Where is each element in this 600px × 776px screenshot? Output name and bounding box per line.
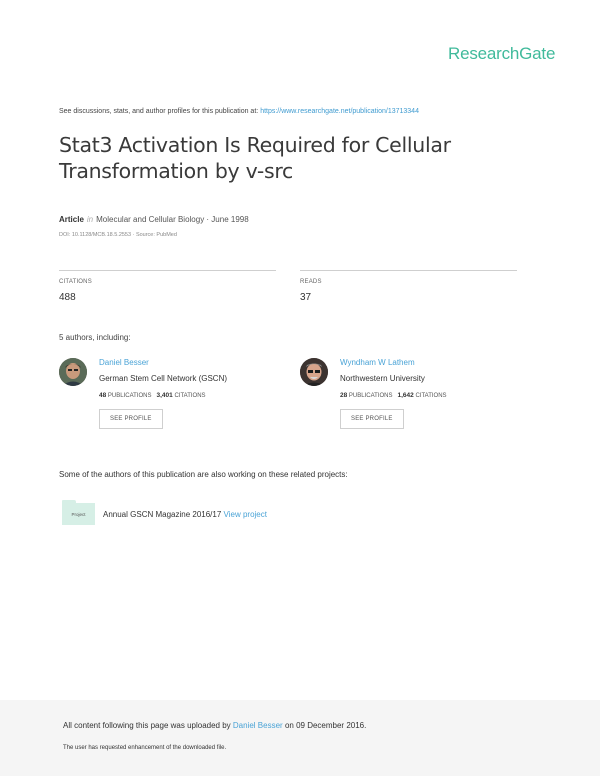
upload-note bbox=[63, 721, 366, 730]
author-institution: German Stem Cell Network (GSCN) bbox=[99, 374, 228, 383]
author-card bbox=[300, 358, 520, 438]
paper-title bbox=[59, 132, 539, 184]
see-profile-button[interactable]: SEE PROFILE bbox=[340, 409, 404, 429]
footer-panel bbox=[0, 700, 600, 776]
article-in: in bbox=[86, 215, 94, 224]
publication-link[interactable]: https://www.researchgate.net/publication/13713344 bbox=[260, 108, 419, 115]
publications-count: 28 bbox=[340, 392, 348, 399]
avatar[interactable] bbox=[300, 358, 328, 386]
author-stats bbox=[99, 392, 206, 399]
article-type: Article bbox=[59, 215, 84, 224]
publications-label: PUBLICATIONS bbox=[348, 393, 393, 399]
project-name: Annual GSCN Magazine 2016/17 bbox=[103, 510, 222, 519]
author-card bbox=[59, 358, 279, 438]
citations-label: CITATIONS bbox=[415, 393, 447, 399]
folder-label: Project bbox=[62, 503, 95, 525]
author-stats bbox=[340, 392, 447, 399]
publications-label: PUBLICATIONS bbox=[107, 393, 152, 399]
see-profile-button[interactable]: SEE PROFILE bbox=[99, 409, 163, 429]
citations-count: 3,401 bbox=[156, 392, 173, 399]
project-entry bbox=[103, 510, 267, 519]
citations-label: CITATIONS bbox=[174, 393, 206, 399]
related-projects-heading: Some of the authors of this publication are also working on these related projects: bbox=[59, 470, 348, 479]
uploader-link[interactable]: Daniel Besser bbox=[232, 721, 283, 730]
doi-source: DOI: 10.1128/MCB.18.5.2553 · Source: PubMed bbox=[59, 232, 177, 238]
project-folder-icon[interactable] bbox=[62, 500, 95, 525]
publications-count: 48 bbox=[99, 392, 107, 399]
researchgate-logo[interactable]: ResearchGate bbox=[448, 44, 556, 63]
citations-divider bbox=[59, 270, 276, 271]
reads-value: 37 bbox=[300, 292, 312, 303]
author-name[interactable]: Daniel Besser bbox=[99, 358, 149, 367]
enhancement-note: The user has requested enhancement of the downloaded file. bbox=[63, 745, 227, 751]
author-institution: Northwestern University bbox=[340, 374, 425, 383]
reads-divider bbox=[300, 270, 517, 271]
citations-count: 1,642 bbox=[397, 392, 414, 399]
avatar[interactable] bbox=[59, 358, 87, 386]
article-meta bbox=[59, 215, 249, 224]
upload-prefix: All content following this page was uploaded by bbox=[63, 721, 231, 730]
citations-value: 488 bbox=[59, 292, 76, 303]
author-name[interactable]: Wyndham W Lathem bbox=[340, 358, 415, 367]
discussion-line bbox=[59, 108, 419, 115]
reads-label: READS bbox=[300, 279, 322, 285]
authors-heading: 5 authors, including: bbox=[59, 333, 131, 342]
upload-suffix: on 09 December 2016. bbox=[284, 721, 367, 730]
journal-info: Molecular and Cellular Biology · June 1998 bbox=[96, 215, 249, 224]
paper-title-line-2: Transformation by v-src bbox=[59, 159, 293, 183]
view-project-link[interactable]: View project bbox=[223, 510, 267, 519]
discussion-text: See discussions, stats, and author profiles for this publication at: bbox=[59, 108, 259, 115]
citations-label: CITATIONS bbox=[59, 279, 92, 285]
paper-title-line-1: Stat3 Activation Is Required for Cellular bbox=[59, 133, 451, 157]
